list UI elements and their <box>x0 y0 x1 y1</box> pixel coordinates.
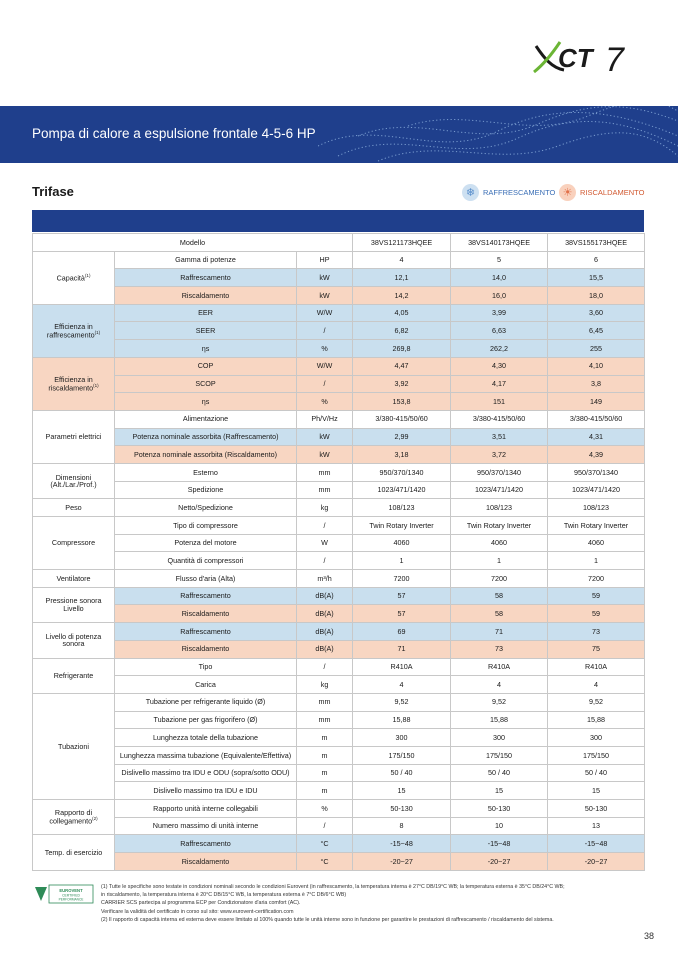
group-label <box>33 693 115 799</box>
param-unit: m <box>297 746 353 764</box>
param-name: Spedizione <box>115 481 297 499</box>
param-name: Carica <box>115 676 297 694</box>
param-value: 1 <box>353 552 451 570</box>
param-name: Potenza del motore <box>115 534 297 552</box>
param-name: Quantità di compressori <box>115 552 297 570</box>
param-value: 50-130 <box>353 800 451 818</box>
param-unit: dB(A) <box>297 623 353 641</box>
group-label <box>33 623 115 658</box>
spec-row <box>33 782 645 800</box>
group-name: Dimensioni (Alt./Lar./Prof.) <box>50 472 97 490</box>
spec-row <box>33 552 645 570</box>
param-value: 59 <box>548 605 645 623</box>
param-value: 15,5 <box>548 269 645 287</box>
footnote-line: (2) Il rapporto di capacità interna ed esterna deve essere limitato al 100% quando tutte le unità interne sono in funzione per garantire le prestazioni di raffrescamento / riscaldamento del sistema. <box>101 916 554 923</box>
spec-row <box>33 322 645 340</box>
param-value: 6,63 <box>451 322 548 340</box>
model-label: Modello <box>33 234 353 252</box>
param-unit: kW <box>297 446 353 464</box>
svg-text:7: 7 <box>605 41 624 74</box>
param-name: Rapporto unità interne collegabili <box>115 800 297 818</box>
param-value: 15 <box>353 782 451 800</box>
spec-row <box>33 800 645 818</box>
param-value: 4,39 <box>548 446 645 464</box>
param-value: 4,10 <box>548 357 645 375</box>
param-name: Netto/Spedizione <box>115 499 297 517</box>
param-value: 6,82 <box>353 322 451 340</box>
param-value: 58 <box>451 587 548 605</box>
param-value: 15 <box>548 782 645 800</box>
param-unit: dB(A) <box>297 587 353 605</box>
param-name: Dislivello massimo tra IDU e ODU (sopra/sotto ODU) <box>115 764 297 782</box>
param-value: 4060 <box>548 534 645 552</box>
param-value: 13 <box>548 817 645 835</box>
group-label <box>33 658 115 693</box>
spec-row <box>33 605 645 623</box>
param-value: 175/150 <box>353 746 451 764</box>
spec-row <box>33 623 645 641</box>
group-name: Efficienza in raffrescamento <box>46 322 95 339</box>
param-value: 108/123 <box>353 499 451 517</box>
param-value: 69 <box>353 623 451 641</box>
spec-row <box>33 711 645 729</box>
group-name: Livello di potenza sonora <box>45 631 102 649</box>
eurovent-certification-logo <box>33 883 95 905</box>
spec-row <box>33 251 645 269</box>
param-value: 255 <box>548 340 645 358</box>
param-value: 9,52 <box>548 693 645 711</box>
legend-heating <box>559 184 644 201</box>
spec-row <box>33 463 645 481</box>
param-value: 300 <box>548 729 645 747</box>
group-name: Compressore <box>51 538 96 548</box>
group-name: Pressione sonora Livello <box>45 596 102 613</box>
param-unit: % <box>297 393 353 411</box>
param-value: 175/150 <box>548 746 645 764</box>
param-value: 4060 <box>353 534 451 552</box>
spec-row <box>33 640 645 658</box>
group-name: Efficienza in riscaldamento <box>48 375 94 393</box>
param-name: Flusso d'aria (Alta) <box>115 570 297 588</box>
legend-cooling-label: RAFFRESCAMENTO <box>483 188 556 197</box>
param-unit: °C <box>297 853 353 871</box>
param-unit: kW <box>297 269 353 287</box>
param-name: Potenza nominale assorbita (Raffrescamento) <box>115 428 297 446</box>
param-unit: % <box>297 340 353 358</box>
spec-row <box>33 693 645 711</box>
param-value: 15,88 <box>353 711 451 729</box>
param-value: 950/370/1340 <box>548 463 645 481</box>
param-unit: / <box>297 658 353 676</box>
param-value: 300 <box>451 729 548 747</box>
footnote-line: CARRIER SCS partecipa al programma ECP per Condizionatore d'aria comfort (AC). <box>101 900 301 907</box>
param-name: Alimentazione <box>115 410 297 428</box>
footnotes <box>101 883 646 924</box>
param-value: 269,8 <box>353 340 451 358</box>
section-title: Trifase <box>32 184 74 199</box>
model-code: 38VS140173HQEE <box>451 234 548 252</box>
spec-row <box>33 287 645 305</box>
group-name: Rapporto di collegamento <box>49 808 93 826</box>
param-value: R410A <box>353 658 451 676</box>
param-value: 3,51 <box>451 428 548 446</box>
param-value: 75 <box>548 640 645 658</box>
param-value: 4 <box>451 676 548 694</box>
model-code: 38VS121173HQEE <box>353 234 451 252</box>
group-label <box>33 499 115 517</box>
param-value: Twin Rotary Inverter <box>451 517 548 535</box>
param-unit: dB(A) <box>297 640 353 658</box>
param-value: 4,47 <box>353 357 451 375</box>
sun-icon: ☀ <box>559 184 576 201</box>
param-value: 7200 <box>353 570 451 588</box>
param-name: Riscaldamento <box>115 853 297 871</box>
group-label <box>33 410 115 463</box>
param-value: 73 <box>451 640 548 658</box>
decorative-waves <box>318 106 678 163</box>
param-value: 1023/471/1420 <box>548 481 645 499</box>
param-unit: mm <box>297 481 353 499</box>
spec-row <box>33 393 645 411</box>
param-value: 8 <box>353 817 451 835</box>
param-value: 153,8 <box>353 393 451 411</box>
param-unit: HP <box>297 251 353 269</box>
param-name: ηs <box>115 340 297 358</box>
group-footnote-ref: (1) <box>84 272 91 278</box>
spec-row <box>33 587 645 605</box>
param-unit: mm <box>297 711 353 729</box>
param-value: 14,2 <box>353 287 451 305</box>
group-name: Ventilatore <box>56 573 91 583</box>
param-value: 1023/471/1420 <box>353 481 451 499</box>
spec-row <box>33 410 645 428</box>
param-name: Raffrescamento <box>115 269 297 287</box>
group-label <box>33 835 115 870</box>
param-value: 4,05 <box>353 304 451 322</box>
param-value: 149 <box>548 393 645 411</box>
spec-table <box>32 233 645 871</box>
param-value: 108/123 <box>548 499 645 517</box>
param-value: 3,72 <box>451 446 548 464</box>
param-value: 175/150 <box>451 746 548 764</box>
param-unit: W/W <box>297 304 353 322</box>
group-label <box>33 800 115 835</box>
param-name: Numero massimo di unità interne <box>115 817 297 835</box>
spec-row <box>33 269 645 287</box>
param-value: 71 <box>353 640 451 658</box>
param-value: 14,0 <box>451 269 548 287</box>
snowflake-icon: ❄ <box>462 184 479 201</box>
param-name: Raffrescamento <box>115 587 297 605</box>
spec-row <box>33 658 645 676</box>
legend-heating-label: RISCALDAMENTO <box>580 188 645 197</box>
spec-row <box>33 481 645 499</box>
spec-row <box>33 304 645 322</box>
param-unit: W <box>297 534 353 552</box>
footnote-line: Verificare la validità del certificato in corso sul sito: www.eurovent-certification.com <box>101 908 294 915</box>
param-value: 9,52 <box>353 693 451 711</box>
group-footnote-ref: (1) <box>94 329 101 335</box>
group-label <box>33 587 115 622</box>
spec-row <box>33 729 645 747</box>
param-name: Raffrescamento <box>115 623 297 641</box>
param-value: R410A <box>548 658 645 676</box>
page-number: 38 <box>643 931 654 941</box>
param-value: 3,60 <box>548 304 645 322</box>
param-value: 73 <box>548 623 645 641</box>
group-label <box>33 570 115 588</box>
param-unit: °C <box>297 835 353 853</box>
param-name: Riscaldamento <box>115 605 297 623</box>
title-banner <box>0 106 678 163</box>
param-value: -15~48 <box>451 835 548 853</box>
param-unit: dB(A) <box>297 605 353 623</box>
param-value: 262,2 <box>451 340 548 358</box>
param-value: 16,0 <box>451 287 548 305</box>
group-name: Temp. di esercizio <box>44 847 103 857</box>
param-value: -20~27 <box>548 853 645 871</box>
param-value: 950/370/1340 <box>353 463 451 481</box>
spec-row <box>33 428 645 446</box>
param-unit: / <box>297 817 353 835</box>
param-value: 10 <box>451 817 548 835</box>
param-unit: m <box>297 782 353 800</box>
param-value: 50 / 40 <box>451 764 548 782</box>
param-value: 3,8 <box>548 375 645 393</box>
param-name: Tubazione per gas frigorifero (Ø) <box>115 711 297 729</box>
group-label <box>33 251 115 304</box>
brand-logo <box>530 38 630 74</box>
param-unit: / <box>297 517 353 535</box>
param-name: Riscaldamento <box>115 640 297 658</box>
param-name: COP <box>115 357 297 375</box>
param-value: 15 <box>451 782 548 800</box>
param-value: -20~27 <box>451 853 548 871</box>
group-name: Tubazioni <box>58 741 89 751</box>
param-value: 3/380-415/50/60 <box>548 410 645 428</box>
spec-row <box>33 817 645 835</box>
param-value: 12,1 <box>353 269 451 287</box>
param-value: -20~27 <box>353 853 451 871</box>
spec-row <box>33 746 645 764</box>
param-value: 2,99 <box>353 428 451 446</box>
param-unit: kg <box>297 499 353 517</box>
param-unit: Ph/V/Hz <box>297 410 353 428</box>
param-name: Lunghezza massima tubazione (Equivalente/Effettiva) <box>115 746 297 764</box>
param-unit: / <box>297 322 353 340</box>
legend-cooling <box>462 184 555 201</box>
param-value: 50 / 40 <box>548 764 645 782</box>
svg-text:CERTIFIED: CERTIFIED <box>62 893 80 898</box>
spec-row <box>33 499 645 517</box>
param-value: 1 <box>451 552 548 570</box>
param-name: Gamma di potenze <box>115 251 297 269</box>
svg-text:CT: CT <box>558 43 593 73</box>
banner-title: Pompa di calore a espulsione frontale 4-5-6 HP <box>32 126 316 141</box>
param-value: Twin Rotary Inverter <box>548 517 645 535</box>
group-name: Parametri elettrici <box>45 432 102 442</box>
param-name: Riscaldamento <box>115 287 297 305</box>
group-name: Capacità <box>56 273 85 283</box>
param-value: 1 <box>548 552 645 570</box>
param-value: 950/370/1340 <box>451 463 548 481</box>
param-value: -15~48 <box>353 835 451 853</box>
param-unit: kg <box>297 676 353 694</box>
spec-row <box>33 853 645 871</box>
param-name: Tipo di compressore <box>115 517 297 535</box>
param-value: 300 <box>353 729 451 747</box>
param-value: 3/380-415/50/60 <box>451 410 548 428</box>
param-value: 4 <box>548 676 645 694</box>
param-unit: m <box>297 729 353 747</box>
table-header-band <box>32 210 644 232</box>
group-name: Peso <box>65 502 82 512</box>
param-value: 50-130 <box>548 800 645 818</box>
param-value: 57 <box>353 587 451 605</box>
param-name: Lunghezza totale della tubazione <box>115 729 297 747</box>
group-label <box>33 517 115 570</box>
param-value: 5 <box>451 251 548 269</box>
svg-text:EUROVENT: EUROVENT <box>59 888 83 893</box>
param-value: 4,30 <box>451 357 548 375</box>
param-name: EER <box>115 304 297 322</box>
footnote-line: (1) Tutte le specifiche sono testate in condizioni nominali secondo le condizioni Eurovent (in raffrescamento, la temperatura interna è 27°C DB/19°C WB; la temperatura esterna è 35°C DB/24°C WB; <box>101 884 565 890</box>
group-label <box>33 463 115 498</box>
param-unit: m³/h <box>297 570 353 588</box>
param-name: SEER <box>115 322 297 340</box>
spec-row <box>33 446 645 464</box>
param-unit: W/W <box>297 357 353 375</box>
param-value: 151 <box>451 393 548 411</box>
param-value: 3,92 <box>353 375 451 393</box>
param-unit: kW <box>297 428 353 446</box>
param-value: 50 / 40 <box>353 764 451 782</box>
param-value: 1023/471/1420 <box>451 481 548 499</box>
spec-row <box>33 375 645 393</box>
spec-row <box>33 570 645 588</box>
param-value: 7200 <box>451 570 548 588</box>
param-name: Esterno <box>115 463 297 481</box>
param-value: 6,45 <box>548 322 645 340</box>
model-header-row <box>33 234 645 252</box>
param-value: 4,31 <box>548 428 645 446</box>
spec-row <box>33 340 645 358</box>
param-unit: mm <box>297 463 353 481</box>
param-unit: / <box>297 375 353 393</box>
group-footnote-ref: (1) <box>93 382 99 388</box>
spec-row <box>33 534 645 552</box>
param-value: 3,18 <box>353 446 451 464</box>
model-code: 38VS155173HQEE <box>548 234 645 252</box>
spec-row <box>33 835 645 853</box>
param-value: 4,17 <box>451 375 548 393</box>
param-name: Potenza nominale assorbita (Riscaldamento) <box>115 446 297 464</box>
param-name: Raffrescamento <box>115 835 297 853</box>
param-value: 58 <box>451 605 548 623</box>
param-value: 3/380-415/50/60 <box>353 410 451 428</box>
param-value: 4 <box>353 676 451 694</box>
param-value: 7200 <box>548 570 645 588</box>
param-name: ηs <box>115 393 297 411</box>
param-value: 15,88 <box>548 711 645 729</box>
param-value: 71 <box>451 623 548 641</box>
param-value: 15,88 <box>451 711 548 729</box>
spec-row <box>33 357 645 375</box>
group-name: Refrigerante <box>53 670 94 680</box>
param-value: 59 <box>548 587 645 605</box>
param-unit: kW <box>297 287 353 305</box>
param-name: SCOP <box>115 375 297 393</box>
param-unit: % <box>297 800 353 818</box>
param-value: 3,99 <box>451 304 548 322</box>
param-unit: mm <box>297 693 353 711</box>
param-value: -15~48 <box>548 835 645 853</box>
footnote-line: in riscaldamento, la temperatura interna è 20°C DB/15°C WB, la temperatura esterna è 7°C DB/6°C WB) <box>101 892 347 899</box>
param-value: 57 <box>353 605 451 623</box>
svg-text:PERFORMANCE: PERFORMANCE <box>58 897 84 902</box>
param-unit: m <box>297 764 353 782</box>
param-value: 6 <box>548 251 645 269</box>
param-value: Twin Rotary Inverter <box>353 517 451 535</box>
spec-row <box>33 517 645 535</box>
spec-row <box>33 676 645 694</box>
group-label <box>33 304 115 357</box>
param-value: 18,0 <box>548 287 645 305</box>
param-name: Tubazione per refrigerante liquido (Ø) <box>115 693 297 711</box>
spec-row <box>33 764 645 782</box>
param-value: 4060 <box>451 534 548 552</box>
param-value: 9,52 <box>451 693 548 711</box>
param-name: Dislivello massimo tra IDU e IDU <box>115 782 297 800</box>
param-value: R410A <box>451 658 548 676</box>
param-name: Tipo <box>115 658 297 676</box>
group-footnote-ref: (2) <box>92 815 98 821</box>
param-value: 50-130 <box>451 800 548 818</box>
param-unit: / <box>297 552 353 570</box>
group-label <box>33 357 115 410</box>
param-value: 4 <box>353 251 451 269</box>
param-value: 108/123 <box>451 499 548 517</box>
